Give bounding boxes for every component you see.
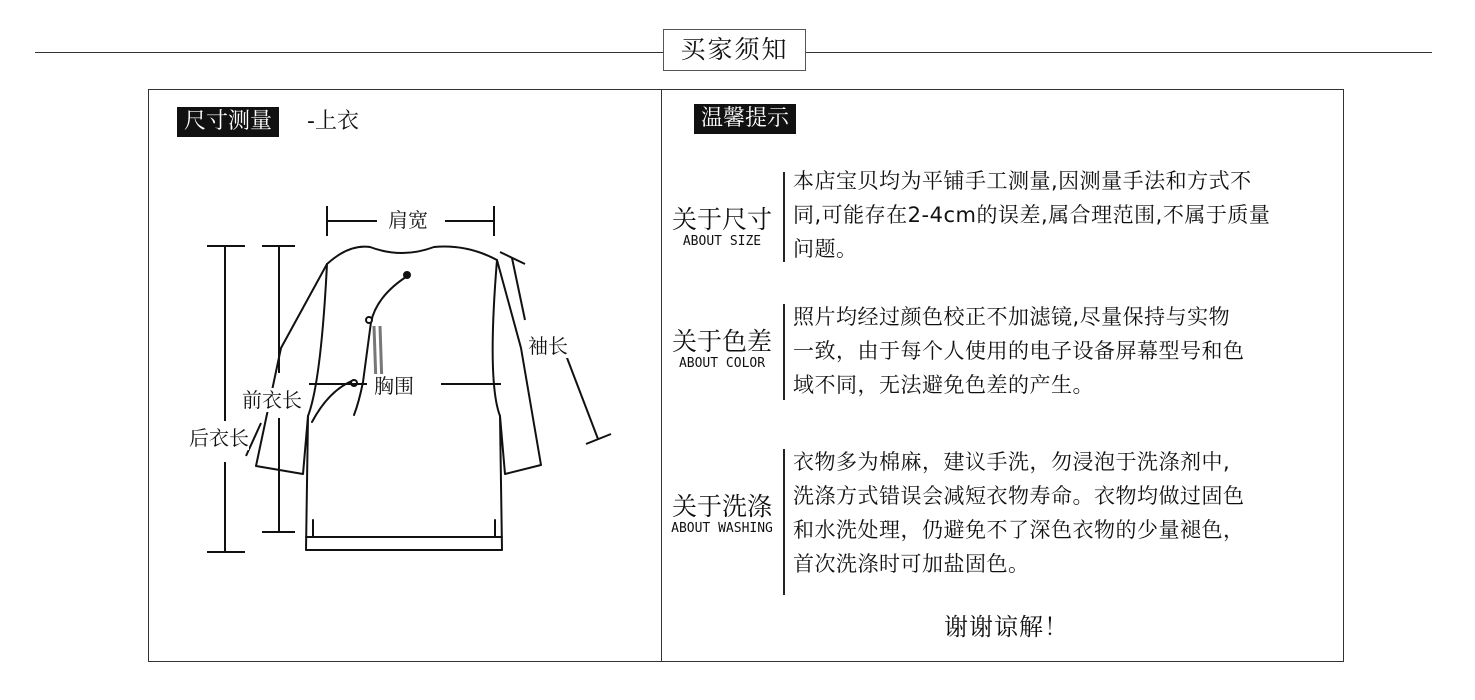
- section-divider: [783, 304, 785, 400]
- section-title-en: ABOUT COLOR: [678, 356, 766, 371]
- section-heading: [662, 493, 782, 537]
- page-title: 买家须知: [663, 29, 806, 71]
- section-divider: [783, 449, 785, 595]
- text-line: 衣物多为棉麻，建议手洗，勿浸泡于洗涤剂中,: [793, 450, 1231, 474]
- front-length-label: 前衣长: [242, 388, 302, 412]
- sleeve-length-label: 袖长: [528, 334, 568, 358]
- section-divider: [783, 172, 785, 262]
- garment-type-label: -上衣: [307, 109, 359, 134]
- text-line: 同,可能存在2-4cm的误差,属合理范围,不属于质量: [793, 203, 1271, 227]
- thanks-note: 谢谢谅解！: [944, 613, 1069, 641]
- text-line: 洗涤方式错误会减短衣物寿命。衣物均做过固色: [793, 484, 1245, 508]
- tips-panel: [662, 89, 1344, 662]
- back-length-label: 后衣长: [189, 426, 249, 450]
- shoulder-width-label: 肩宽: [388, 208, 428, 232]
- section-heading: [662, 206, 782, 250]
- section-title-en: ABOUT SIZE: [682, 234, 762, 249]
- text-line: 首次洗涤时可加盐固色。: [793, 552, 1030, 576]
- section-title-cn: 关于色差: [671, 327, 772, 356]
- header-rule-left: [35, 52, 663, 53]
- size-measurement-tag: 尺寸测量: [177, 107, 279, 137]
- text-line: 和水洗处理，仍避免不了深色衣物的少量褪色，: [793, 518, 1245, 542]
- chest-label: 胸围: [374, 374, 414, 398]
- text-line: 照片均经过颜色校正不加滤镜,尽量保持与实物: [793, 305, 1231, 329]
- text-line: 一致，由于每个人使用的电子设备屏幕型号和色: [793, 339, 1245, 363]
- size-measurement-panel: [148, 89, 662, 662]
- section-text: [793, 300, 1333, 402]
- text-line: 域不同，无法避免色差的产生。: [793, 373, 1094, 397]
- header-rule-right: [806, 52, 1432, 53]
- section-title-cn: 关于尺寸: [671, 205, 772, 234]
- section-title-en: ABOUT WASHING: [671, 521, 773, 536]
- text-line: 问题。: [793, 237, 858, 261]
- section-text: [793, 445, 1333, 581]
- text-line: 本店宝贝均为平铺手工测量,因测量手法和方式不: [793, 169, 1252, 193]
- tips-tag: 温馨提示: [694, 104, 796, 134]
- section-title-cn: 关于洗涤: [671, 492, 772, 521]
- section-heading: [662, 328, 782, 372]
- section-text: [793, 164, 1333, 266]
